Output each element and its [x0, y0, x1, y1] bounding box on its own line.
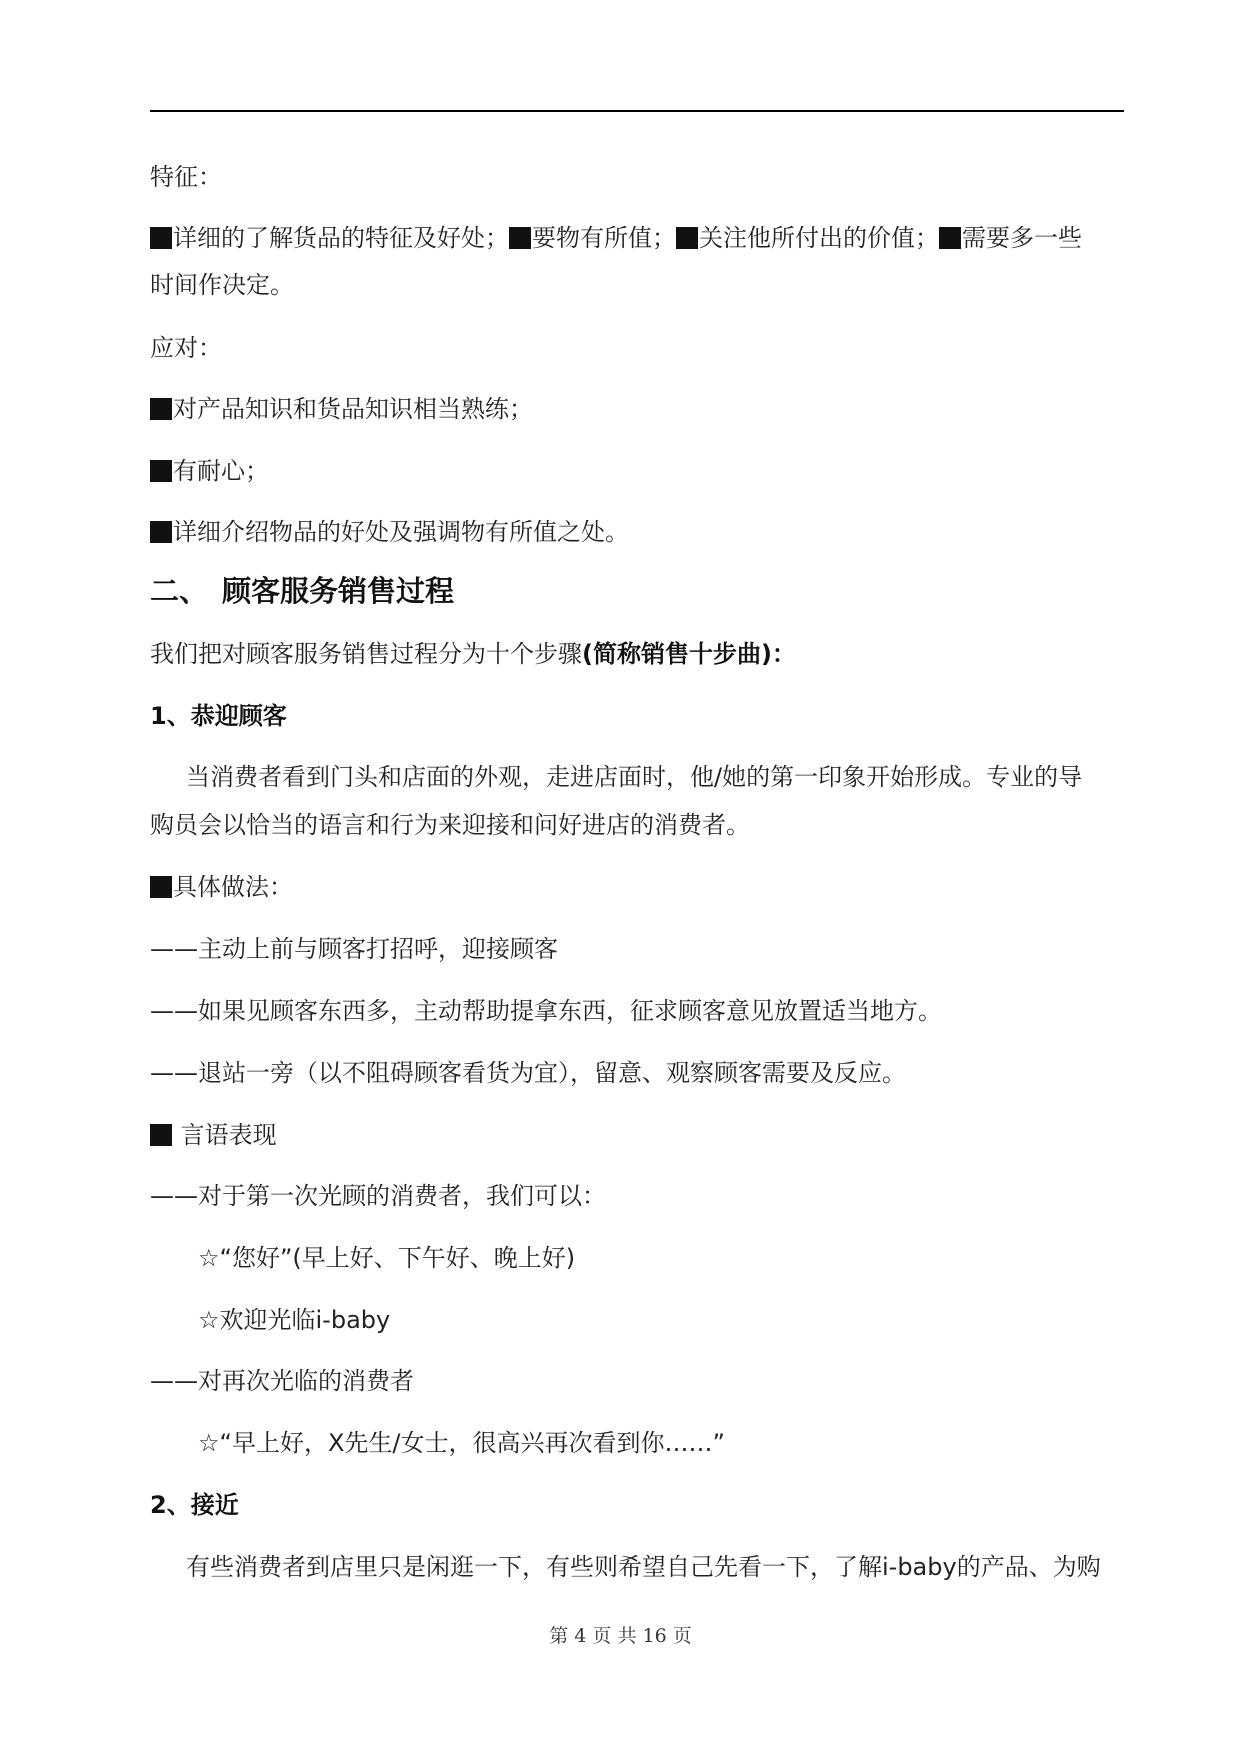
- paragraph-response-label: 应对：: [150, 334, 222, 362]
- paragraph-first-impression-cont: 购员会以恰当的语言和行为来迎接和问好进店的消费者。: [150, 811, 750, 839]
- paragraph-ten-steps: 我们把对顾客服务销售过程分为十个步骤(简称销售十步曲)：: [150, 640, 796, 668]
- bullet-patience: 有耐心；: [150, 456, 269, 486]
- bullet-practices-label: 具体做法：: [150, 872, 293, 902]
- black-square-bullet-icon: [676, 227, 698, 249]
- dash-item-help: ——如果见顾客东西多，主动帮助提拿东西，征求顾客意见放置适当地方。: [150, 997, 942, 1025]
- black-square-bullet-icon: [150, 227, 172, 249]
- star-item-hello: ☆“您好”(早上好、下午好、晚上好): [198, 1244, 576, 1272]
- bullet-detailed-intro: 详细介绍物品的好处及强调物有所值之处。: [150, 517, 629, 547]
- dash-item-observe: ——退站一旁（以不阻碍顾客看货为宜），留意、观察顾客需要及反应。: [150, 1059, 906, 1087]
- paragraph-features-list-cont: 时间作决定。: [150, 271, 294, 299]
- star-item-welcome: ☆欢迎光临i-baby: [198, 1306, 391, 1334]
- black-square-bullet-icon: [509, 227, 531, 249]
- black-square-bullet-icon: [939, 227, 961, 249]
- paragraph-first-impression: 当消费者看到门头和店面的外观，走进店面时，他/她的第一印象开始形成。专业的导: [186, 763, 1083, 791]
- page-footer: 第 4 页 共 16 页: [549, 1625, 692, 1647]
- black-square-bullet-icon: [150, 460, 172, 482]
- dash-item-first-visit: ——对于第一次光顾的消费者，我们可以：: [150, 1182, 606, 1210]
- step-heading-greet: 1、恭迎顾客: [150, 702, 287, 730]
- bullet-speech-label: 言语表现: [150, 1120, 277, 1150]
- star-item-good-morning: ☆“早上好，X先生/女士，很高兴再次看到你……”: [198, 1429, 725, 1457]
- dash-item-return-visit: ——对再次光临的消费者: [150, 1367, 414, 1395]
- black-square-bullet-icon: [150, 1124, 172, 1146]
- dash-item-greet: ——主动上前与顾客打招呼，迎接顾客: [150, 935, 558, 963]
- bullet-product-knowledge: 对产品知识和货品知识相当熟练；: [150, 394, 533, 424]
- step-heading-approach: 2、接近: [150, 1491, 239, 1519]
- black-square-bullet-icon: [150, 876, 172, 898]
- paragraph-features-label: 特征：: [150, 163, 222, 191]
- paragraph-approach: 有些消费者到店里只是闲逛一下，有些则希望自己先看一下，了解i-baby的产品、为购: [186, 1553, 1101, 1581]
- black-square-bullet-icon: [150, 398, 172, 420]
- section-heading: 二、 顾客服务销售过程: [150, 574, 455, 608]
- paragraph-features-list: 详细的了解货品的特征及好处； 要物有所值； 关注他所付出的价值； 需要多一些: [150, 223, 1082, 253]
- black-square-bullet-icon: [150, 521, 172, 543]
- header-rule: [150, 110, 1124, 112]
